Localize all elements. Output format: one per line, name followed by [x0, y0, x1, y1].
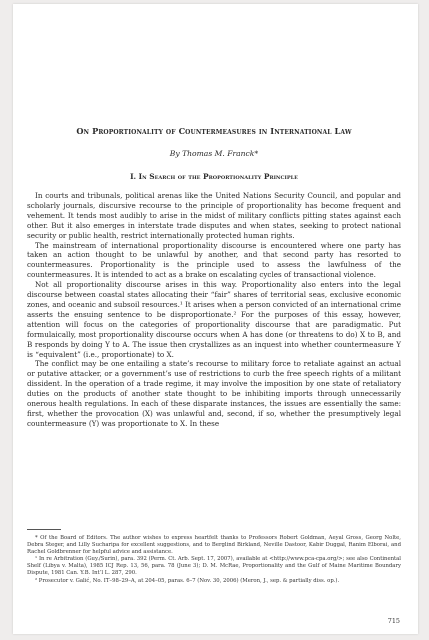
paragraph: The mainstream of international proportionality discourse is encountered where one party has taken an action thought to be unlawful by another, and that second party has resorted to countermeasures. Proportionality is the principle used to assess the lawfulness of the countermeasures. It is intended to act as a brake on escalating cycles of transactional violence. — [27, 240, 401, 280]
section-heading: I. In Search of the Proportionality Principle — [130, 172, 298, 181]
document-page — [13, 4, 418, 634]
paragraph: Not all proportionality discourse arises in this way. Proportionality also enters into the legal discourse between coastal states allocating their “fair” shares of territorial seas, exclusive economic zones, and oceanic and subsoil resources.¹ It arises when a person convicted of an international crime asserts the ensuing sentence to be disproportionate.² For the purposes of this essay, however, attention will focus on the categories of proportionality discourse that are paradigmatic. Put formulaically, most proportionality discourse occurs when A has done (or threatens to do) X to B, and B responds by doing Y to A. The issue then crystallizes as an inquest into whether countermeasure Y is “equivalent” (i.e., proportionate) to X. — [27, 280, 401, 359]
article-title: On Proportionality of Countermeasures in International Law — [76, 126, 352, 136]
article-body — [27, 126, 401, 429]
paragraph: In courts and tribunals, political arenas like the United Nations Security Council, and popular and scholarly journals, discursive recourse to the principle of proportionality has become frequent and vehement. It tends most audibly to arise in the midst of military conflicts pitting states against each other. But it also emerges in interstate trade disputes and when states, seeking to protect national security or public health, restrict internationally protected human rights. — [27, 191, 401, 240]
footnote: ¹ In re Arbitration (Guy./Surin), para. 392 (Perm. Ct. Arb. Sept. 17, 2007), available at <http://www.pca-cpa.org/>; see also Continental Shelf (Libya v. Malta), 1985 ICJ Rep. 13, 56, para. 78 (June 3); D. M. McRae, Proportionality and the Gulf of Maine Maritime Boundary Dispute, 1981 Can. Y.B. Int’l L. 287, 290. — [27, 556, 401, 577]
page-number: 715 — [387, 617, 400, 625]
footnote: * Of the Board of Editors. The author wishes to express heartfelt thanks to Professors Robert Goldman, Aeyal Gross, Georg Nolte, Debra Steger, and Lilly Sucharipa for excellent suggestions, and to Berglind Birkland, Neville Dastoor, Kabir Duggal, Ranim Elborai, and Rachel Goldbrenner for helpful advice and assistance. — [27, 535, 401, 556]
article-byline: By Thomas M. Franck* — [169, 149, 259, 158]
footnote: ² Prosecutor v. Galić, No. IT–98–29–A, at 204–05, paras. 6–7 (Nov. 30, 2006) (Meron, J., sep. & partially diss. op.). — [35, 577, 340, 584]
footnotes — [27, 535, 401, 585]
paragraph: The conflict may be one entailing a state’s recourse to military force to retaliate against an actual or putative attacker, or a government’s use of restrictions to curb the free speech rights of a militant dissident. In the operation of a trade regime, it may involve the imposition by one state of retaliatory duties on the products of another state thought to be inhibiting imports through unnecessarily onerous health regulations. In each of these disparate instances, the issues are essentially the same: first, whether the provocation (X) was unlawful and, second, if so, whether the presumptively legal countermeasure (Y) was proportionate to X. In these — [27, 359, 401, 428]
footnote-divider — [27, 529, 61, 530]
